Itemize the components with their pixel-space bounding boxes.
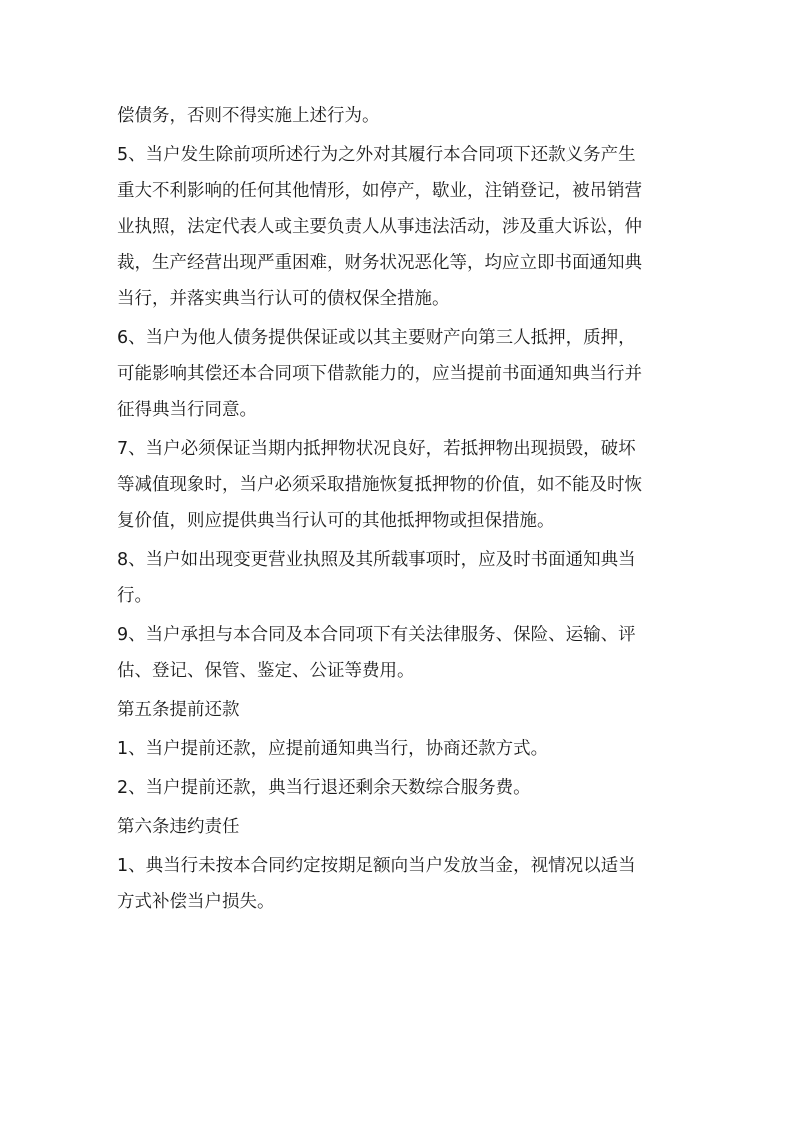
document-page bbox=[117, 98, 677, 920]
clause-6: 6、当户为他人债务提供保证或以其主要财产向第三人抵押，质押， 可能影响其偿还本合同项下借款能力的，应当提前书面通知典当行并 征得典当行同意。 bbox=[117, 328, 642, 420]
clause-8: 8、当户如出现变更营业执照及其所载事项时，应及时书面通知典当 行。 bbox=[117, 550, 636, 606]
clause-9: 9、当户承担与本合同及本合同项下有关法律服务、保险、运输、评 估、登记、保管、鉴定、公证等费用。 bbox=[117, 625, 636, 681]
section-heading-article-5: 第五条提前还款 bbox=[117, 700, 240, 720]
clause-5: 5、当户发生除前项所述行为之外对其履行本合同项下还款义务产生 重大不利影响的任何其他情形，如停产，歇业，注销登记，被吊销营 业执照，法定代表人或主要负责人从事违法活动，涉及重大诉讼，仲 裁，生产经营出现严重困难，财务状况恶化等，均应立即书面通知典 当行，并落实典当行认可的债权保全措施。 bbox=[117, 145, 642, 309]
article-6-clause-1: 1、典当行未按本合同约定按期足额向当户发放当金，视情况以适当 方式补偿当户损失。 bbox=[117, 856, 636, 912]
clause-7: 7、当户必须保证当期内抵押物状况良好，若抵押物出现损毁，破坏 等减值现象时，当户必须采取措施恢复抵押物的价值，如不能及时恢 复价值，则应提供典当行认可的其他抵押物或担保措施。 bbox=[117, 439, 642, 531]
paragraph-continuation: 偿债务，否则不得实施上述行为。 bbox=[117, 106, 380, 126]
article-5-clause-2: 2、当户提前还款，典当行退还剩余天数综合服务费。 bbox=[117, 778, 531, 798]
section-heading-article-6: 第六条违约责任 bbox=[117, 817, 240, 837]
article-5-clause-1: 1、当户提前还款，应提前通知典当行，协商还款方式。 bbox=[117, 739, 549, 759]
